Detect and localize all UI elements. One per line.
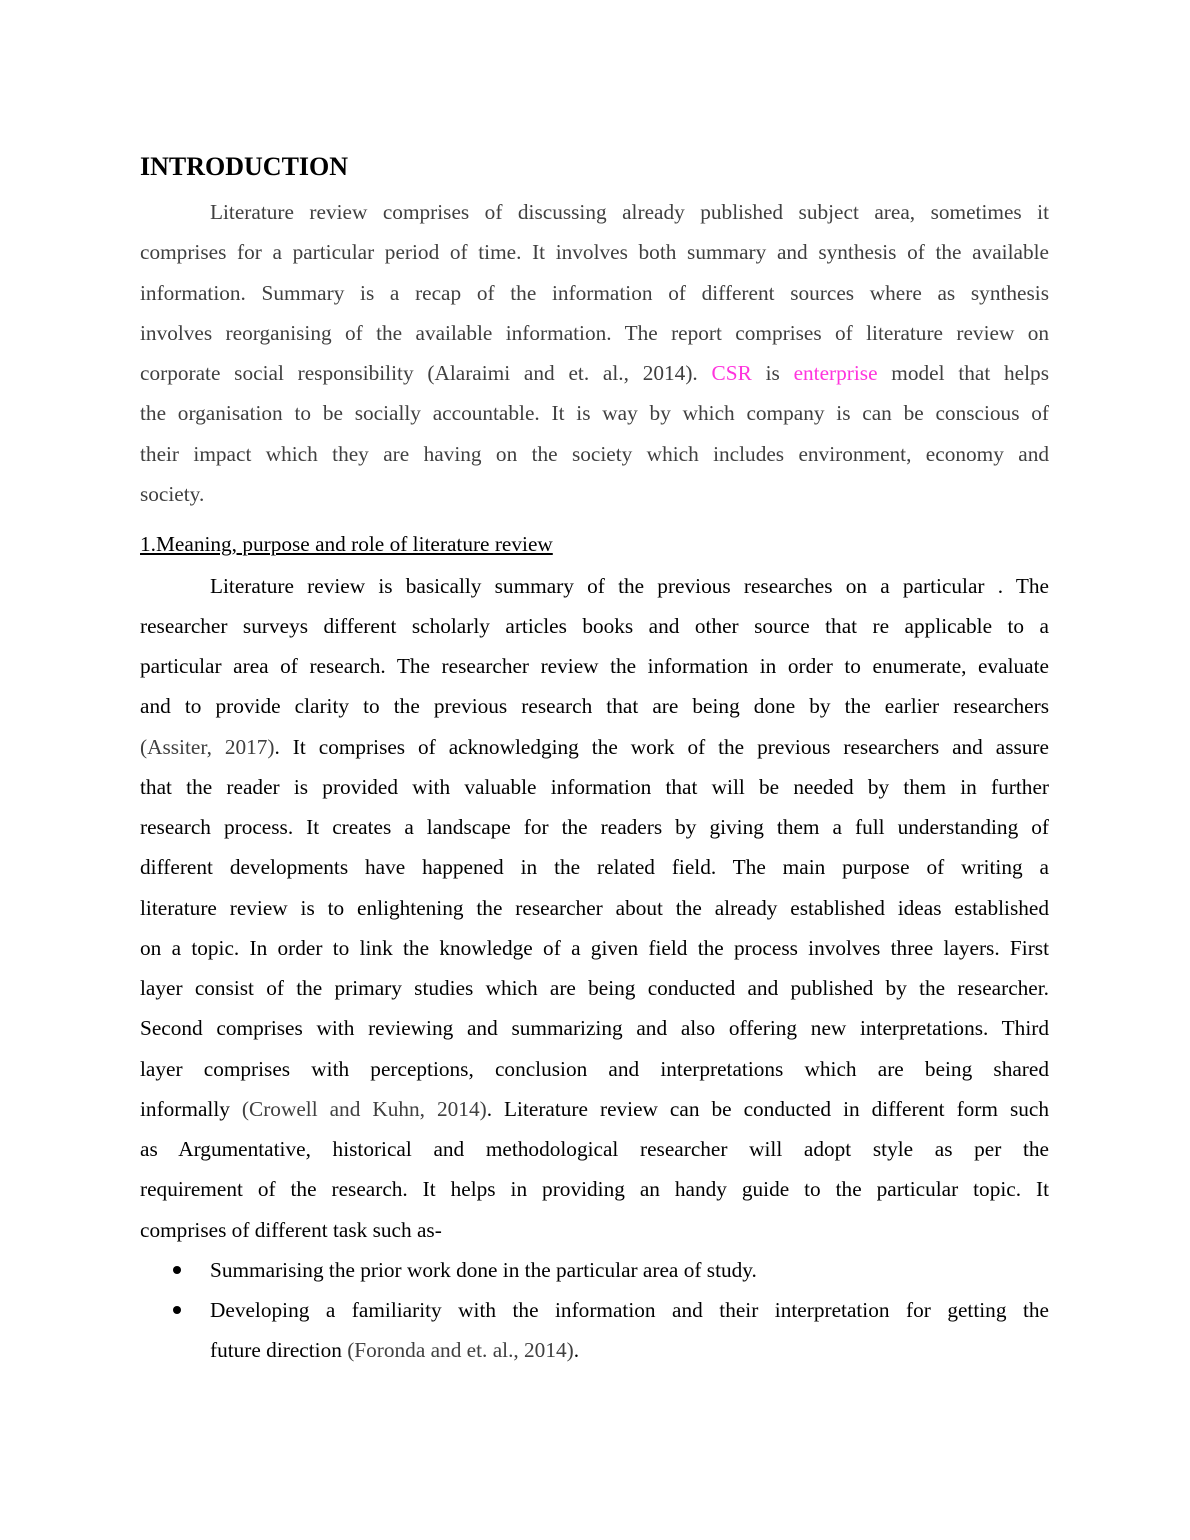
section-text: informally xyxy=(140,1097,242,1121)
intro-line: the organisation to be socially accountable. It is way by which company is can be conscious of xyxy=(140,401,1049,425)
highlight-csr: CSR xyxy=(711,361,752,385)
section-line: and to provide clarity to the previous research that are being done by the earlier researchers xyxy=(140,694,1049,718)
intro-text: model that helps xyxy=(877,361,1049,385)
intro-line xyxy=(140,359,1049,387)
bullet-item-continuation xyxy=(210,1336,1049,1364)
section-line: literature review is to enlightening the researcher about the already established ideas established xyxy=(140,896,1049,920)
section-text: . Literature review can be conducted in different form such xyxy=(486,1097,1050,1121)
section-line: layer comprises with perceptions, conclusion and interpretations which are being shared xyxy=(140,1057,1049,1081)
section-text: future direction xyxy=(210,1338,348,1362)
section-text: . It comprises of acknowledging the work of the previous researchers and assure xyxy=(274,735,1049,759)
section-line xyxy=(140,733,1049,761)
section-heading: 1.Meaning, purpose and role of literature review xyxy=(140,532,553,556)
citation: (Foronda and et. al., 2014) xyxy=(347,1338,574,1362)
section-line: Second comprises with reviewing and summarizing and also offering new interpretations. Third xyxy=(140,1016,1049,1040)
section-line: on a topic. In order to link the knowledge of a given field the process involves three layers. First xyxy=(140,936,1049,960)
heading-introduction: INTRODUCTION xyxy=(140,152,349,181)
section-line xyxy=(140,1095,1049,1123)
intro-text: corporate social responsibility (Alaraimi and et. al., 2014). xyxy=(140,361,712,385)
section-text: . xyxy=(573,1338,580,1362)
section-line: different developments have happened in the related field. The main purpose of writing a xyxy=(140,855,1049,879)
intro-text: is xyxy=(751,361,794,385)
bullet-icon xyxy=(173,1306,181,1314)
bullet-icon xyxy=(173,1266,181,1274)
section-line: research process. It creates a landscape for the readers by giving them a full understanding of xyxy=(140,815,1049,839)
citation: (Assiter, 2017) xyxy=(140,735,275,759)
section-line: Literature review is basically summary of the previous researches on a particular . The xyxy=(210,574,1049,598)
intro-line: involves reorganising of the available information. The report comprises of literature review on xyxy=(140,321,1049,345)
citation: (Crowell and Kuhn, 2014) xyxy=(241,1097,487,1121)
intro-line: comprises for a particular period of time. It involves both summary and synthesis of the available xyxy=(140,240,1049,264)
section-line: layer consist of the primary studies which are being conducted and published by the researcher. xyxy=(140,976,1049,1000)
section-line: that the reader is provided with valuable information that will be needed by them in further xyxy=(140,775,1049,799)
section-line: as Argumentative, historical and methodological researcher will adopt style as per the xyxy=(140,1137,1049,1161)
section-line: researcher surveys different scholarly articles books and other source that re applicable to a xyxy=(140,614,1049,638)
bullet-item: Developing a familiarity with the information and their interpretation for getting the xyxy=(210,1298,1049,1322)
bullet-item: Summarising the prior work done in the particular area of study. xyxy=(210,1258,757,1282)
intro-line: society. xyxy=(140,482,205,506)
intro-line: Literature review comprises of discussing already published subject area, sometimes it xyxy=(210,200,1049,224)
section-line: requirement of the research. It helps in providing an handy guide to the particular topic. It xyxy=(140,1177,1049,1201)
section-line: comprises of different task such as- xyxy=(140,1218,442,1242)
intro-line: information. Summary is a recap of the information of different sources where as synthesis xyxy=(140,281,1049,305)
highlight-enterprise: enterprise xyxy=(793,361,878,385)
section-line: particular area of research. The researcher review the information in order to enumerate, evaluate xyxy=(140,654,1049,678)
intro-line: their impact which they are having on the society which includes environment, economy and xyxy=(140,442,1049,466)
